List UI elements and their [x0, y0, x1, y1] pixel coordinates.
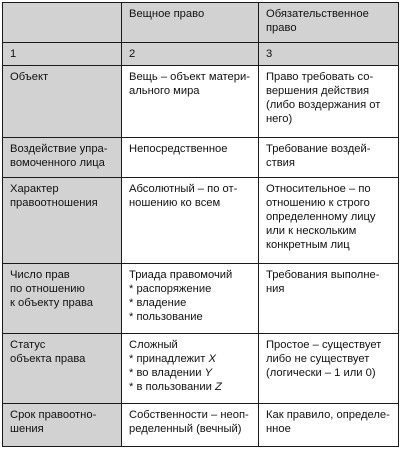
cell-text-line: вомоченного лица [10, 157, 105, 169]
cell-text-line: ределенный (вечный) [129, 423, 242, 435]
header-cell-obligation-law: Обязательственное право [259, 3, 399, 43]
cell-text-line: * распоряжение [129, 283, 212, 295]
comparison-table [2, 2, 399, 447]
cell-text-line: Воздействие упра- [10, 143, 108, 155]
row-label-cell [3, 264, 122, 334]
cell-text-line: Характер [10, 183, 59, 195]
header-cell-empty [3, 3, 122, 43]
property-law-cell [122, 404, 259, 447]
cell-text-line: * владение [129, 297, 187, 309]
cell-text-line: Требование воздей- [266, 143, 371, 155]
cell-text-line: Объект [10, 71, 49, 83]
cell-text-line: к объекту права [10, 297, 93, 309]
cell-text-line: него) [266, 113, 293, 125]
column-number: 2 [122, 43, 259, 66]
property-law-cell [122, 138, 259, 178]
cell-text-line: Требования выполне- [266, 269, 380, 281]
obligation-law-cell [259, 334, 399, 404]
cell-text-line: Срок правоотно- [10, 409, 97, 421]
cell-text-line: Как правило, определе- [266, 409, 390, 421]
cell-text-line: * пользование [129, 311, 203, 323]
table-row [3, 264, 399, 334]
cell-text-line: Триада правомочий [129, 269, 233, 281]
table-row [3, 334, 399, 404]
row-label-cell [3, 138, 122, 178]
property-law-cell [122, 178, 259, 264]
table-row [3, 178, 399, 264]
cell-text-line: ния [266, 283, 285, 295]
cell-text-line: отношению к строго [266, 197, 370, 209]
cell-text-line: (либо воздержания от [266, 99, 381, 111]
cell-text-line: по отношению [10, 283, 85, 295]
column-number: 1 [3, 43, 122, 66]
cell-text-line: * принадлежит X [129, 353, 216, 365]
cell-text-line: ношению ко всем [129, 197, 221, 209]
cell-text-line: объекта права [10, 353, 86, 365]
table-row [3, 404, 399, 447]
cell-text-line: нное [266, 423, 291, 435]
cell-text-line: шения [10, 423, 44, 435]
cell-text-line: Вещь – объект матери- [129, 71, 250, 83]
cell-text-line: Собственности – неоп- [129, 409, 249, 421]
cell-text-line: * во владении Y [129, 367, 213, 379]
row-label-cell [3, 404, 122, 447]
obligation-law-cell [259, 404, 399, 447]
obligation-law-cell [259, 264, 399, 334]
cell-text-line: (логически – 1 или 0) [266, 367, 376, 379]
obligation-law-cell [259, 138, 399, 178]
row-label-cell [3, 334, 122, 404]
header-row [3, 3, 399, 43]
column-number: 3 [259, 43, 399, 66]
cell-text-line: правоотношения [10, 197, 98, 209]
table-row [3, 138, 399, 178]
cell-text-line: Абсолютный – по от- [129, 183, 238, 195]
property-law-cell [122, 66, 259, 138]
cell-text-line: конкретным лиц [266, 239, 350, 251]
obligation-law-cell [259, 66, 399, 138]
obligation-law-cell [259, 178, 399, 264]
cell-text-line: Сложный [129, 339, 178, 351]
cell-text-line: * в пользовании Z [129, 381, 222, 393]
cell-text-line: Непосредственное [129, 143, 228, 155]
cell-text-line: Статус [10, 339, 46, 351]
cell-text-line: Относительное – по [266, 183, 371, 195]
row-label-cell [3, 66, 122, 138]
cell-text-line: или к нескольким [266, 225, 357, 237]
table-row [3, 66, 399, 138]
number-row [3, 43, 399, 66]
cell-text-line: ствия [266, 157, 295, 169]
property-law-cell [122, 264, 259, 334]
cell-text-line: вершения действия [266, 85, 370, 97]
cell-text-line: Право требовать со- [266, 71, 374, 83]
cell-text-line: ального мира [129, 85, 200, 97]
cell-text-line: Число прав [10, 269, 70, 281]
cell-text-line: определенному лицу [266, 211, 376, 223]
property-law-cell [122, 334, 259, 404]
header-cell-property-law: Вещное право [122, 3, 259, 43]
cell-text-line: Простое – существует [266, 339, 382, 351]
row-label-cell [3, 178, 122, 264]
cell-text-line: либо не существует [266, 353, 370, 365]
